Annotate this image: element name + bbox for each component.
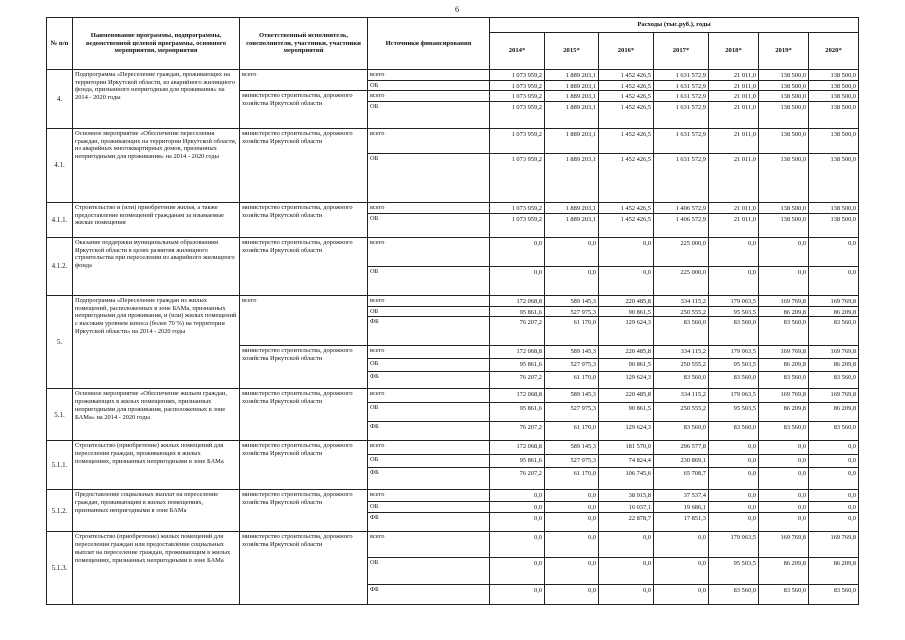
expense-value: 138 500,0 bbox=[759, 214, 809, 238]
responsible-executor: министерство строительства, дорожного хозяйства Иркутской области bbox=[240, 441, 368, 490]
expense-value: 179 063,5 bbox=[709, 389, 759, 403]
expense-value: 0,0 bbox=[599, 267, 654, 296]
expense-value: 138 500,0 bbox=[809, 70, 859, 81]
expense-value: 1 073 959,2 bbox=[490, 102, 545, 129]
expense-value: 76 207,2 bbox=[490, 317, 545, 346]
expense-value: 129 624,3 bbox=[599, 422, 654, 441]
responsible-executor: министерство строительства, дорожного хозяйства Иркутской области bbox=[240, 203, 368, 238]
item-name: Основное мероприятие «Обеспечение переселения граждан, проживающих на территории Иркутской области, из аварийных многоквартирных домов, признанных непригодными для проживания» на 2014 - 2020 годы bbox=[73, 129, 240, 203]
expense-value: 1 452 426,5 bbox=[599, 154, 654, 203]
funding-source: ОБ bbox=[368, 502, 490, 513]
expense-value: 0,0 bbox=[759, 441, 809, 455]
funding-source: ОБ bbox=[368, 214, 490, 238]
expense-value: 138 500,0 bbox=[759, 203, 809, 214]
expense-value: 1 631 572,9 bbox=[654, 102, 709, 129]
header-year: 2017* bbox=[654, 33, 709, 70]
expense-value: 0,0 bbox=[809, 267, 859, 296]
expense-value: 95 861,6 bbox=[490, 455, 545, 468]
expense-value: 1 073 959,2 bbox=[490, 129, 545, 154]
expense-value: 172 068,8 bbox=[490, 296, 545, 307]
expense-value: 0,0 bbox=[709, 267, 759, 296]
item-name: Строительство и (или) приобретение жилья, а также предоставление возмещений гражданам за изымаемые жилые помещения bbox=[73, 203, 240, 238]
funding-source: ОБ bbox=[368, 359, 490, 372]
item-name: Подпрограмма «Переселение граждан из жилых помещений, расположенных в зоне БАМа, признанных непригодными для проживания, и (или) жилых помещений с высоким уровнем износа (более 70 %) на территории Иркутской области» на 2014 - 2020 годы bbox=[73, 296, 240, 389]
expense-value: 1 889 203,1 bbox=[545, 80, 599, 91]
expense-value: 138 500,0 bbox=[759, 129, 809, 154]
table-row bbox=[47, 203, 859, 214]
item-number: 4.1.1. bbox=[47, 203, 73, 238]
expense-value: 1 631 572,9 bbox=[654, 129, 709, 154]
expense-value: 1 073 959,2 bbox=[490, 80, 545, 91]
header-name: Наименование программы, подпрограммы, ведомственной целевой программы, основного мероприятия, мероприятия bbox=[73, 18, 240, 70]
expense-value: 138 500,0 bbox=[809, 129, 859, 154]
funding-source: ОБ bbox=[368, 102, 490, 129]
expense-value: 19 686,1 bbox=[654, 502, 709, 513]
responsible-executor: всего bbox=[240, 296, 368, 346]
expense-value: 0,0 bbox=[599, 558, 654, 585]
expense-value: 83 560,0 bbox=[709, 372, 759, 389]
expense-value: 1 073 959,2 bbox=[490, 154, 545, 203]
funding-source: всего bbox=[368, 389, 490, 403]
table-row bbox=[47, 70, 859, 81]
expense-value: 169 769,8 bbox=[809, 296, 859, 307]
header-year: 2016* bbox=[599, 33, 654, 70]
funding-source: всего bbox=[368, 129, 490, 154]
item-name: Оказание поддержки муниципальным образованиям Иркутской области в целях развития жилищного строительства при переселении из аварийного жилищного фонда bbox=[73, 238, 240, 296]
funding-source: ОБ bbox=[368, 455, 490, 468]
expense-value: 1 452 426,5 bbox=[599, 203, 654, 214]
item-number: 4.1. bbox=[47, 129, 73, 203]
expense-value: 76 207,2 bbox=[490, 468, 545, 490]
expense-value: 181 570,0 bbox=[599, 441, 654, 455]
expense-value: 0,0 bbox=[490, 585, 545, 605]
expense-value: 138 500,0 bbox=[759, 102, 809, 129]
expense-value: 22 878,7 bbox=[599, 513, 654, 532]
expense-value: 0,0 bbox=[759, 468, 809, 490]
header-no: № п/п bbox=[47, 18, 73, 70]
table-body bbox=[47, 70, 859, 605]
funding-source: ОБ bbox=[368, 403, 490, 422]
expense-value: 1 631 572,9 bbox=[654, 91, 709, 102]
expense-value: 0,0 bbox=[545, 513, 599, 532]
expense-value: 37 537,4 bbox=[654, 490, 709, 502]
expense-value: 220 485,8 bbox=[599, 296, 654, 307]
funding-source: ОБ bbox=[368, 80, 490, 91]
item-number: 4.1.2. bbox=[47, 238, 73, 296]
expense-value: 1 889 203,1 bbox=[545, 154, 599, 203]
expense-value: 589 145,3 bbox=[545, 389, 599, 403]
expense-value: 0,0 bbox=[490, 238, 545, 267]
expense-value: 1 452 426,5 bbox=[599, 80, 654, 91]
expense-value: 169 769,8 bbox=[809, 532, 859, 558]
expense-value: 220 485,8 bbox=[599, 389, 654, 403]
header-sources: Источники финансирования bbox=[368, 18, 490, 70]
expense-value: 83 560,0 bbox=[709, 422, 759, 441]
expense-value: 86 209,8 bbox=[759, 403, 809, 422]
expense-value: 95 503,5 bbox=[709, 306, 759, 317]
expenses-table bbox=[46, 17, 859, 605]
expense-value: 95 861,6 bbox=[490, 306, 545, 317]
expense-value: 138 500,0 bbox=[809, 102, 859, 129]
table-header bbox=[47, 18, 859, 70]
expense-value: 21 011,0 bbox=[709, 214, 759, 238]
funding-source: всего bbox=[368, 532, 490, 558]
funding-source: ФБ bbox=[368, 422, 490, 441]
item-number: 5.1.1. bbox=[47, 441, 73, 490]
expense-value: 225 000,0 bbox=[654, 267, 709, 296]
responsible-executor: всего bbox=[240, 70, 368, 91]
expense-value: 21 011,0 bbox=[709, 80, 759, 91]
expense-value: 21 011,0 bbox=[709, 154, 759, 203]
expense-value: 172 068,8 bbox=[490, 441, 545, 455]
expense-value: 61 170,0 bbox=[545, 422, 599, 441]
expense-value: 0,0 bbox=[809, 455, 859, 468]
expense-value: 0,0 bbox=[654, 585, 709, 605]
funding-source: всего bbox=[368, 490, 490, 502]
expense-value: 0,0 bbox=[545, 532, 599, 558]
item-number: 5. bbox=[47, 296, 73, 389]
expense-value: 169 769,8 bbox=[759, 532, 809, 558]
expense-value: 83 560,0 bbox=[809, 585, 859, 605]
funding-source: ФБ bbox=[368, 372, 490, 389]
table-row bbox=[47, 129, 859, 154]
expense-value: 1 889 203,1 bbox=[545, 102, 599, 129]
funding-source: ФБ bbox=[368, 585, 490, 605]
header-year: 2019* bbox=[759, 33, 809, 70]
table-row bbox=[47, 490, 859, 502]
expense-value: 138 500,0 bbox=[759, 70, 809, 81]
expense-value: 138 500,0 bbox=[759, 154, 809, 203]
expense-value: 83 560,0 bbox=[759, 585, 809, 605]
funding-source: ФБ bbox=[368, 317, 490, 346]
expense-value: 0,0 bbox=[545, 502, 599, 513]
funding-source: ОБ bbox=[368, 154, 490, 203]
funding-source: всего bbox=[368, 441, 490, 455]
expense-value: 0,0 bbox=[490, 532, 545, 558]
responsible-executor: министерство строительства, дорожного хозяйства Иркутской области bbox=[240, 238, 368, 296]
expense-value: 83 560,0 bbox=[809, 422, 859, 441]
expense-value: 86 209,8 bbox=[809, 558, 859, 585]
expense-value: 0,0 bbox=[709, 468, 759, 490]
expense-value: 250 555,2 bbox=[654, 359, 709, 372]
header-expenses: Расходы (тыс.руб.), годы bbox=[490, 18, 859, 33]
expense-value: 106 745,6 bbox=[599, 468, 654, 490]
expense-value: 16 037,1 bbox=[599, 502, 654, 513]
expense-value: 86 209,8 bbox=[809, 306, 859, 317]
expense-value: 0,0 bbox=[545, 490, 599, 502]
expense-value: 83 560,0 bbox=[809, 372, 859, 389]
expense-value: 0,0 bbox=[545, 558, 599, 585]
expense-value: 76 207,2 bbox=[490, 422, 545, 441]
expense-value: 0,0 bbox=[759, 490, 809, 502]
funding-source: ФБ bbox=[368, 468, 490, 490]
expense-value: 95 503,5 bbox=[709, 359, 759, 372]
expense-value: 1 889 203,1 bbox=[545, 129, 599, 154]
item-name: Строительство (приобретение) жилых помещений для переселения граждан или предоставление социальных выплат на переселение граждан, проживающим в жилых помещениях, признанных непригодными в зоне БАМа bbox=[73, 532, 240, 605]
expense-value: 138 500,0 bbox=[759, 91, 809, 102]
expense-value: 65 708,7 bbox=[654, 468, 709, 490]
expense-value: 1 889 203,1 bbox=[545, 214, 599, 238]
header-responsible: Ответственный исполнитель, соисполнители, участники, участники мероприятий bbox=[240, 18, 368, 70]
expense-value: 86 209,8 bbox=[809, 403, 859, 422]
expense-value: 0,0 bbox=[490, 502, 545, 513]
expense-value: 138 500,0 bbox=[809, 203, 859, 214]
expense-value: 250 555,2 bbox=[654, 306, 709, 317]
funding-source: всего bbox=[368, 70, 490, 81]
expense-value: 95 503,5 bbox=[709, 403, 759, 422]
funding-source: всего bbox=[368, 238, 490, 267]
expense-value: 0,0 bbox=[490, 267, 545, 296]
funding-source: ОБ bbox=[368, 306, 490, 317]
expense-value: 0,0 bbox=[759, 513, 809, 532]
expense-value: 0,0 bbox=[654, 532, 709, 558]
expense-value: 138 500,0 bbox=[809, 80, 859, 91]
expense-value: 250 555,2 bbox=[654, 403, 709, 422]
table-row bbox=[47, 238, 859, 267]
expense-value: 21 011,0 bbox=[709, 70, 759, 81]
expense-value: 1 452 426,5 bbox=[599, 91, 654, 102]
expense-value: 0,0 bbox=[759, 455, 809, 468]
expense-value: 169 769,8 bbox=[809, 346, 859, 359]
expense-value: 83 560,0 bbox=[654, 372, 709, 389]
expense-value: 334 115,2 bbox=[654, 346, 709, 359]
expense-value: 1 073 959,2 bbox=[490, 203, 545, 214]
funding-source: ОБ bbox=[368, 267, 490, 296]
funding-source: всего bbox=[368, 91, 490, 102]
expense-value: 86 209,8 bbox=[759, 306, 809, 317]
expense-value: 220 485,8 bbox=[599, 346, 654, 359]
expense-value: 1 073 959,2 bbox=[490, 91, 545, 102]
expense-value: 0,0 bbox=[599, 532, 654, 558]
expense-value: 17 851,3 bbox=[654, 513, 709, 532]
expense-value: 1 406 572,9 bbox=[654, 203, 709, 214]
expense-value: 0,0 bbox=[759, 267, 809, 296]
responsible-executor: министерство строительства, дорожного хозяйства Иркутской области bbox=[240, 346, 368, 389]
expense-value: 527 975,3 bbox=[545, 455, 599, 468]
expense-value: 1 406 572,9 bbox=[654, 214, 709, 238]
expense-value: 225 000,0 bbox=[654, 238, 709, 267]
expense-value: 0,0 bbox=[654, 558, 709, 585]
expense-value: 230 869,1 bbox=[654, 455, 709, 468]
item-name: Основное мероприятие «Обеспечение жильем граждан, проживающих в жилых помещениях, признанных непригодными для проживания, расположенных в зоне БАМа» на 2014 - 2020 годы bbox=[73, 389, 240, 441]
expense-value: 0,0 bbox=[809, 441, 859, 455]
funding-source: ФБ bbox=[368, 513, 490, 532]
expense-value: 296 577,8 bbox=[654, 441, 709, 455]
expense-value: 86 209,8 bbox=[759, 558, 809, 585]
expense-value: 1 452 426,5 bbox=[599, 70, 654, 81]
expense-value: 0,0 bbox=[545, 238, 599, 267]
expense-value: 1 631 572,9 bbox=[654, 154, 709, 203]
responsible-executor: министерство строительства, дорожного хозяйства Иркутской области bbox=[240, 490, 368, 532]
expense-value: 138 500,0 bbox=[809, 91, 859, 102]
expense-value: 0,0 bbox=[709, 490, 759, 502]
expense-value: 83 560,0 bbox=[759, 422, 809, 441]
expense-value: 0,0 bbox=[809, 490, 859, 502]
responsible-executor: министерство строительства, дорожного хозяйства Иркутской области bbox=[240, 532, 368, 605]
funding-source: всего bbox=[368, 296, 490, 307]
expense-value: 0,0 bbox=[709, 513, 759, 532]
expense-value: 169 769,8 bbox=[759, 296, 809, 307]
expense-value: 83 560,0 bbox=[709, 317, 759, 346]
expense-value: 138 500,0 bbox=[809, 214, 859, 238]
expense-value: 0,0 bbox=[490, 558, 545, 585]
expense-value: 95 861,6 bbox=[490, 403, 545, 422]
responsible-executor: министерство строительства, дорожного хозяйства Иркутской области bbox=[240, 389, 368, 441]
table-row bbox=[47, 389, 859, 403]
funding-source: ОБ bbox=[368, 558, 490, 585]
page-number: 6 bbox=[455, 5, 459, 14]
expense-value: 169 769,8 bbox=[759, 389, 809, 403]
expense-value: 0,0 bbox=[809, 502, 859, 513]
item-number: 4. bbox=[47, 70, 73, 129]
table-row bbox=[47, 441, 859, 455]
expense-value: 0,0 bbox=[809, 468, 859, 490]
item-name: Подпрограмма «Переселение граждан, проживающих на территории Иркутской области, из аварийного жилищного фонда, признанного непригодным для проживания» на 2014 - 2020 годы bbox=[73, 70, 240, 129]
header-year: 2020* bbox=[809, 33, 859, 70]
item-name: Предоставление социальных выплат на переселение граждан, проживающим в жилых помещениях, признанных непригодными в зоне БАМа bbox=[73, 490, 240, 532]
expense-value: 83 560,0 bbox=[654, 422, 709, 441]
expense-value: 38 915,8 bbox=[599, 490, 654, 502]
expense-value: 1 452 426,5 bbox=[599, 129, 654, 154]
item-number: 5.1. bbox=[47, 389, 73, 441]
expense-value: 129 624,3 bbox=[599, 372, 654, 389]
expense-value: 1 889 203,1 bbox=[545, 91, 599, 102]
expense-value: 589 145,3 bbox=[545, 296, 599, 307]
expense-value: 0,0 bbox=[759, 502, 809, 513]
expense-value: 0,0 bbox=[809, 513, 859, 532]
item-number: 5.1.2. bbox=[47, 490, 73, 532]
expense-value: 76 207,2 bbox=[490, 372, 545, 389]
expense-value: 21 011,0 bbox=[709, 203, 759, 214]
expense-value: 90 861,5 bbox=[599, 306, 654, 317]
responsible-executor: министерство строительства, дорожного хозяйства Иркутской области bbox=[240, 91, 368, 129]
expense-value: 1 073 959,2 bbox=[490, 70, 545, 81]
item-name: Строительство (приобретение) жилых помещений для переселения граждан, проживающих в жилых помещениях, признанных непригодными в зоне БАМа bbox=[73, 441, 240, 490]
expense-value: 0,0 bbox=[809, 238, 859, 267]
expense-value: 527 975,3 bbox=[545, 403, 599, 422]
expense-value: 86 209,8 bbox=[759, 359, 809, 372]
table-row bbox=[47, 296, 859, 307]
expense-value: 61 170,0 bbox=[545, 372, 599, 389]
expense-value: 0,0 bbox=[599, 585, 654, 605]
expense-value: 1 631 572,9 bbox=[654, 80, 709, 91]
expense-value: 0,0 bbox=[599, 238, 654, 267]
expense-value: 0,0 bbox=[545, 585, 599, 605]
expense-value: 0,0 bbox=[709, 455, 759, 468]
expense-value: 179 063,5 bbox=[709, 532, 759, 558]
expense-value: 0,0 bbox=[709, 502, 759, 513]
expense-value: 83 560,0 bbox=[809, 317, 859, 346]
expense-value: 61 170,0 bbox=[545, 468, 599, 490]
expense-value: 95 861,6 bbox=[490, 359, 545, 372]
expense-value: 138 500,0 bbox=[759, 80, 809, 91]
expense-value: 90 861,5 bbox=[599, 359, 654, 372]
expense-value: 61 170,0 bbox=[545, 317, 599, 346]
funding-source: всего bbox=[368, 346, 490, 359]
expense-value: 21 011,0 bbox=[709, 129, 759, 154]
expense-value: 129 624,3 bbox=[599, 317, 654, 346]
expense-value: 0,0 bbox=[709, 441, 759, 455]
funding-source: всего bbox=[368, 203, 490, 214]
expense-value: 0,0 bbox=[490, 513, 545, 532]
expense-value: 90 861,5 bbox=[599, 403, 654, 422]
expense-value: 334 115,2 bbox=[654, 296, 709, 307]
expense-value: 1 631 572,9 bbox=[654, 70, 709, 81]
expense-value: 1 889 203,1 bbox=[545, 70, 599, 81]
table-row bbox=[47, 532, 859, 558]
expense-value: 83 560,0 bbox=[759, 317, 809, 346]
header-year: 2015* bbox=[545, 33, 599, 70]
expense-value: 0,0 bbox=[490, 490, 545, 502]
expense-value: 527 975,3 bbox=[545, 306, 599, 317]
expense-value: 172 068,8 bbox=[490, 389, 545, 403]
expense-value: 0,0 bbox=[709, 238, 759, 267]
expense-value: 172 068,8 bbox=[490, 346, 545, 359]
responsible-executor: министерство строительства, дорожного хозяйства Иркутской области bbox=[240, 129, 368, 203]
expense-value: 0,0 bbox=[545, 267, 599, 296]
expense-value: 1 452 426,5 bbox=[599, 214, 654, 238]
expense-value: 169 769,8 bbox=[809, 389, 859, 403]
expense-value: 179 063,5 bbox=[709, 346, 759, 359]
item-number: 5.1.3. bbox=[47, 532, 73, 605]
expense-value: 0,0 bbox=[759, 238, 809, 267]
expense-value: 86 209,8 bbox=[809, 359, 859, 372]
expense-value: 179 063,5 bbox=[709, 296, 759, 307]
expense-value: 589 145,3 bbox=[545, 441, 599, 455]
header-year: 2018* bbox=[709, 33, 759, 70]
expense-value: 1 889 203,1 bbox=[545, 203, 599, 214]
expense-value: 83 560,0 bbox=[759, 372, 809, 389]
expense-value: 74 824,4 bbox=[599, 455, 654, 468]
expense-value: 21 011,0 bbox=[709, 102, 759, 129]
expense-value: 83 560,0 bbox=[654, 317, 709, 346]
expense-value: 589 145,3 bbox=[545, 346, 599, 359]
expense-value: 169 769,8 bbox=[759, 346, 809, 359]
expense-value: 21 011,0 bbox=[709, 91, 759, 102]
expense-value: 1 073 959,2 bbox=[490, 214, 545, 238]
expense-value: 1 452 426,5 bbox=[599, 102, 654, 129]
expense-value: 83 560,0 bbox=[709, 585, 759, 605]
expense-value: 334 115,2 bbox=[654, 389, 709, 403]
expense-value: 527 975,3 bbox=[545, 359, 599, 372]
expense-value: 95 503,5 bbox=[709, 558, 759, 585]
header-year: 2014* bbox=[490, 33, 545, 70]
expense-value: 138 500,0 bbox=[809, 154, 859, 203]
